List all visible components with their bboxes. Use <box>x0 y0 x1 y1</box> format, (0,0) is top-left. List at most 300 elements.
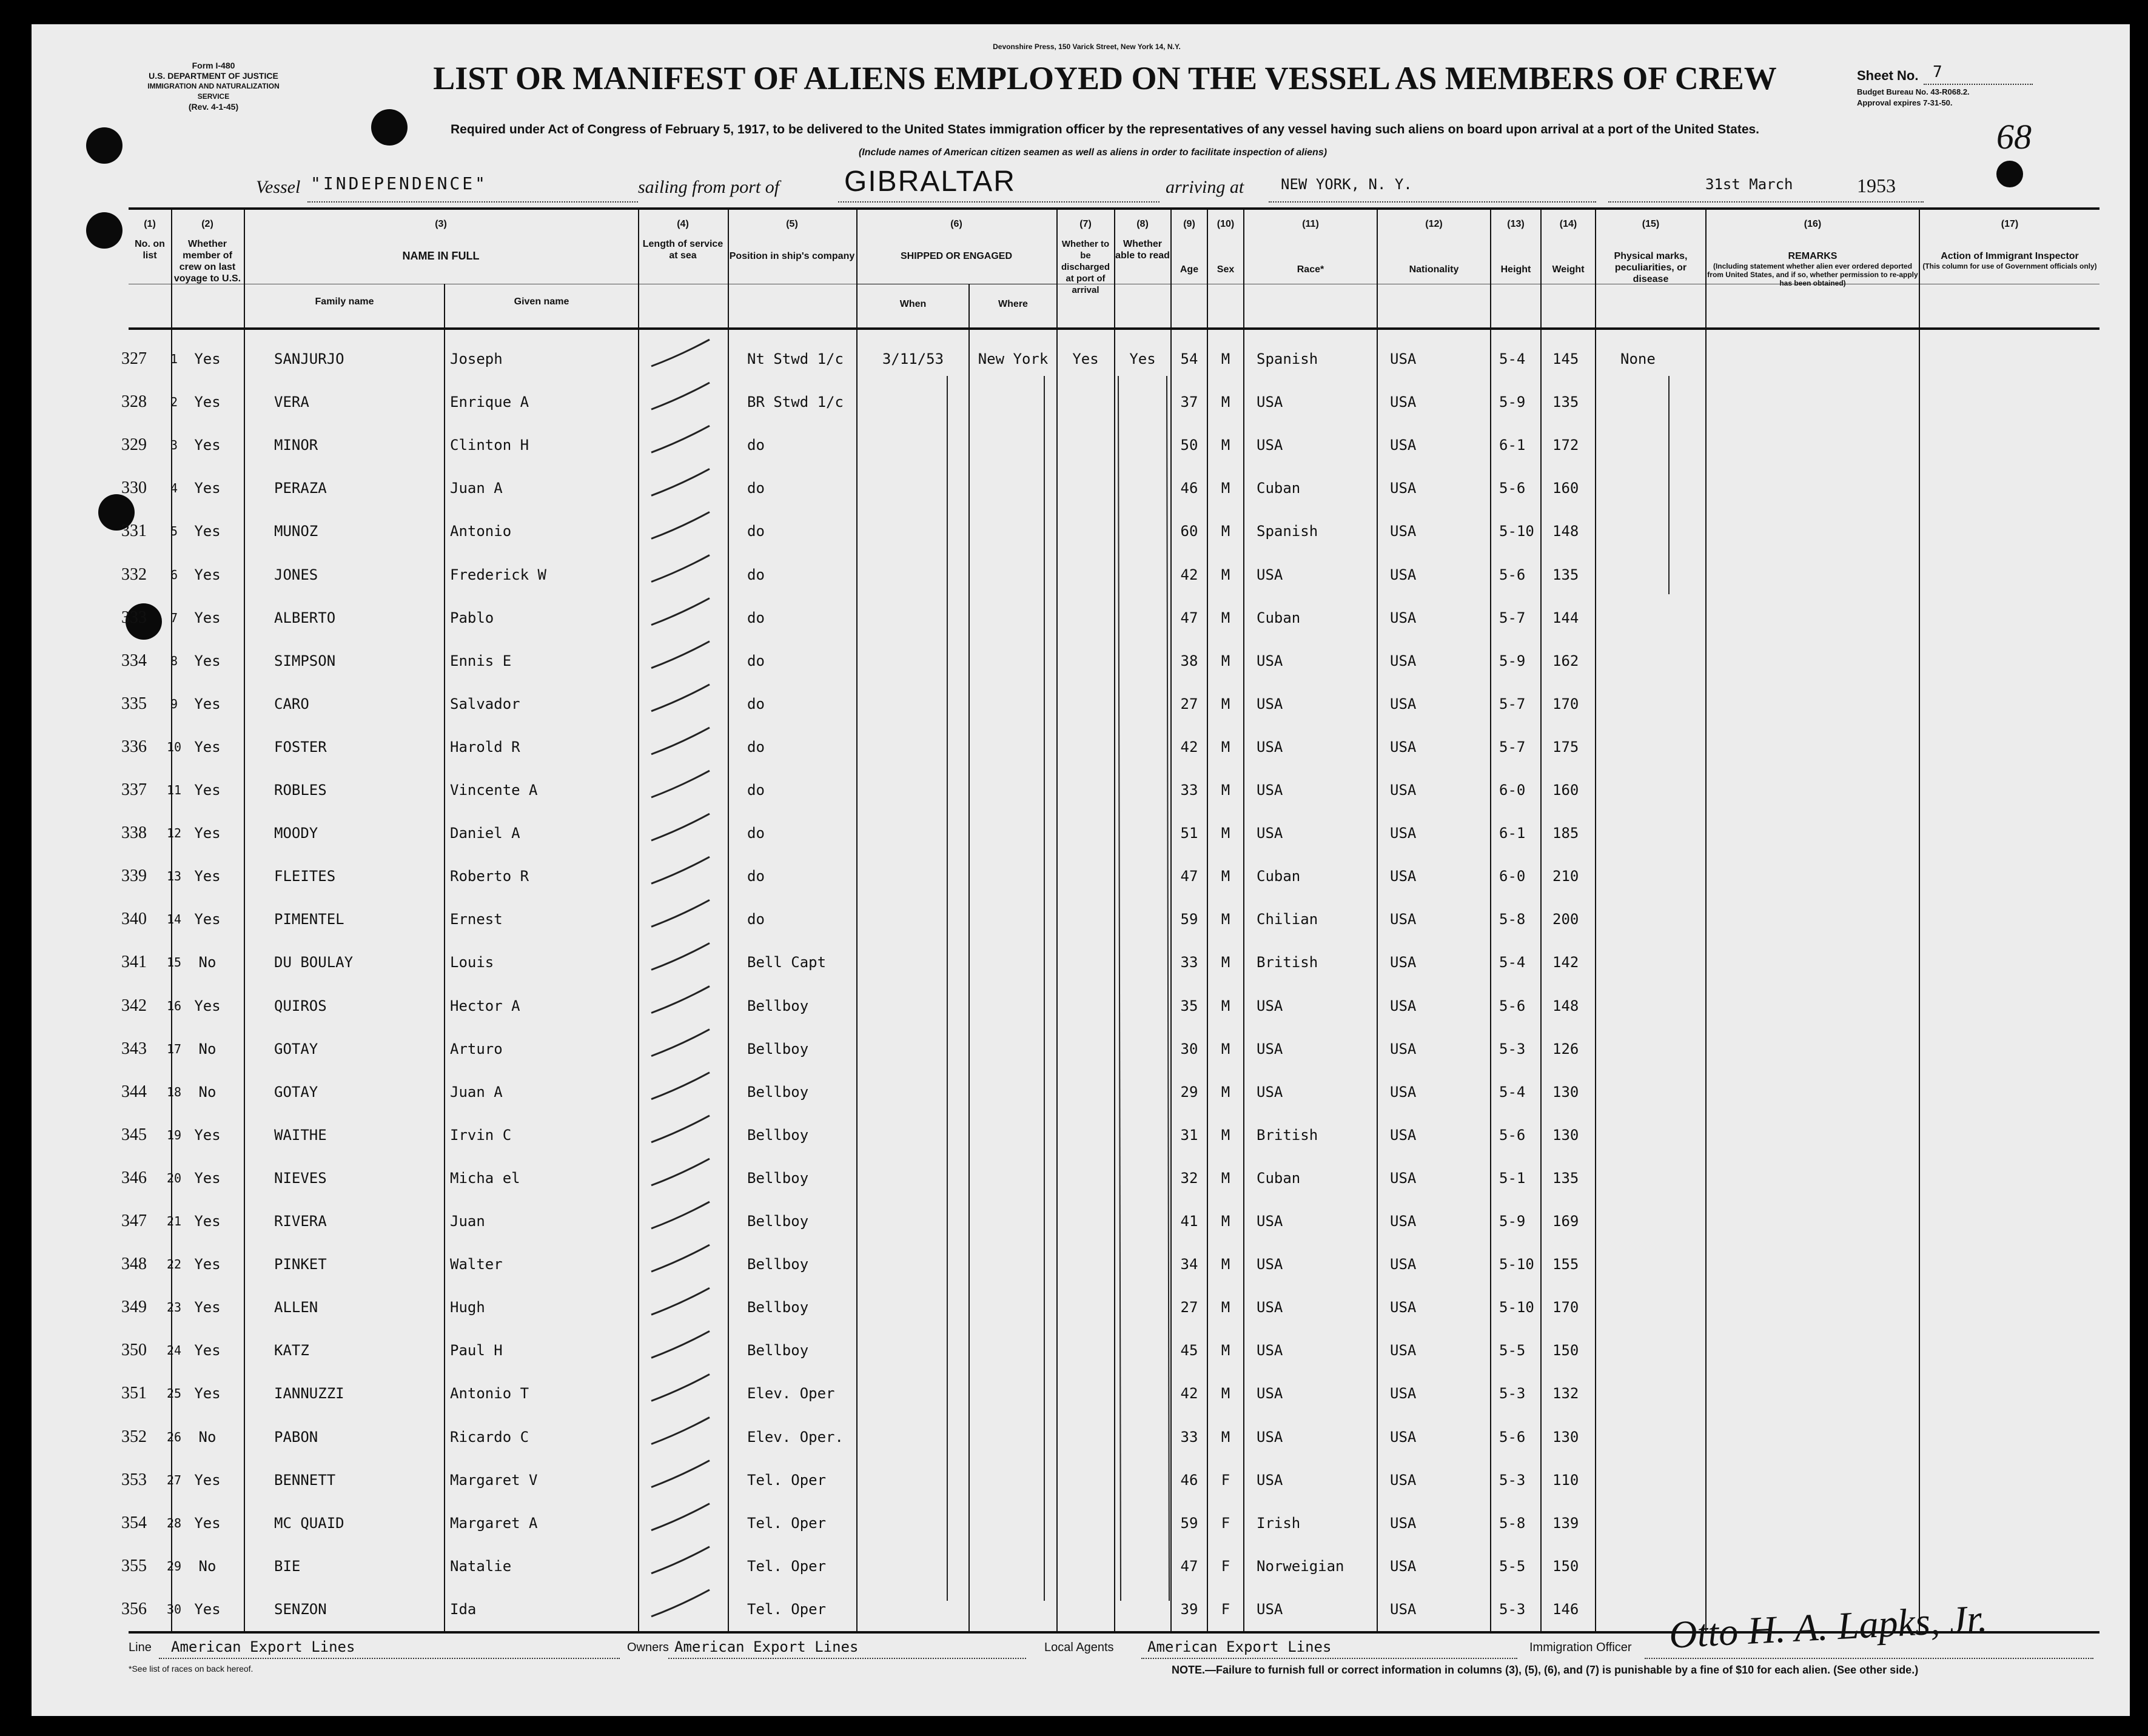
line-number: 21 <box>166 1214 182 1228</box>
line-label: Line <box>129 1641 152 1654</box>
given-name-cell: Arturo <box>450 1040 503 1057</box>
given-name-cell: Pablo <box>450 609 494 626</box>
position-cell: do <box>747 911 765 928</box>
col12-header <box>1378 218 1490 275</box>
position-cell: do <box>747 782 765 799</box>
sex-cell: F <box>1221 1557 1230 1575</box>
family-name-cell: QUIROS <box>274 997 327 1014</box>
ditto-lines <box>856 364 1742 1631</box>
position-cell: do <box>747 480 765 497</box>
age-cell: 51 <box>1180 825 1198 842</box>
nationality-cell: USA <box>1390 1342 1417 1359</box>
age-cell: 45 <box>1180 1342 1198 1359</box>
weight-cell: 130 <box>1552 1083 1579 1101</box>
list-stamp-number: 348 <box>121 1255 147 1274</box>
age-cell: 27 <box>1180 1299 1198 1316</box>
race-cell: USA <box>1257 1600 1283 1618</box>
sex-cell: M <box>1221 1126 1230 1144</box>
sex-cell: M <box>1221 738 1230 756</box>
line-number: 29 <box>166 1558 182 1573</box>
pencil-tick-mark <box>651 340 710 366</box>
sex-cell: F <box>1221 1600 1230 1618</box>
family-name-cell: PIMENTEL <box>274 911 344 928</box>
line-number: 17 <box>166 1041 182 1056</box>
physical-marks-cell: None <box>1620 350 1656 367</box>
pencil-tick-mark <box>651 943 710 970</box>
sex-cell: M <box>1221 954 1230 971</box>
sailing-label: sailing from port of <box>638 177 780 197</box>
service-name: IMMIGRATION AND NATURALIZATION SERVICE <box>147 82 280 101</box>
nationality-cell: USA <box>1390 394 1417 411</box>
page-title: LIST OR MANIFEST OF ALIENS EMPLOYED ON THE VESSEL AS MEMBERS OF CREW <box>433 60 1777 96</box>
nationality-cell: USA <box>1390 1385 1417 1403</box>
col-number: (12) <box>1425 219 1443 229</box>
family-name-cell: VERA <box>274 394 309 411</box>
pencil-tick-mark <box>651 814 710 840</box>
line-number: 9 <box>170 696 178 711</box>
line-number: 20 <box>166 1170 182 1185</box>
height-cell: 5-7 <box>1499 695 1526 712</box>
pencil-tick-mark <box>651 598 710 625</box>
age-cell: 29 <box>1180 1083 1198 1101</box>
nationality-cell: USA <box>1390 695 1417 712</box>
arrival-port: NEW YORK, N. Y. <box>1281 176 1412 193</box>
last-voyage-cell: No <box>198 1083 216 1101</box>
given-name-cell: Walter <box>450 1256 503 1273</box>
last-voyage-cell: Yes <box>194 609 221 626</box>
approval-expiry: Approval expires 7-31-50. <box>1857 98 1953 107</box>
family-name-cell: CARO <box>274 695 309 712</box>
race-cell: USA <box>1257 437 1283 454</box>
list-stamp-number: 351 <box>121 1384 147 1403</box>
pencil-tick-mark <box>651 469 710 495</box>
col-label: Physical marks, peculiarities, or disease <box>1614 251 1688 284</box>
given-name-cell: Enrique A <box>450 394 529 411</box>
height-cell: 5-10 <box>1499 523 1534 540</box>
height-cell: 5-6 <box>1499 997 1526 1014</box>
age-cell: 59 <box>1180 911 1198 928</box>
position-cell: Elev. Oper. <box>747 1428 844 1446</box>
col-label: REMARKS <box>1788 251 1838 261</box>
given-name-cell: Natalie <box>450 1557 512 1575</box>
family-name-cell: MC QUAID <box>274 1514 344 1532</box>
height-cell: 5-9 <box>1499 1213 1526 1230</box>
last-voyage-cell: Yes <box>194 738 221 756</box>
line-number: 12 <box>166 826 182 841</box>
position-cell: BR Stwd 1/c <box>747 394 844 411</box>
nationality-cell: USA <box>1390 911 1417 928</box>
race-cell: USA <box>1257 782 1283 799</box>
sex-cell: M <box>1221 1169 1230 1187</box>
nationality-cell: USA <box>1390 954 1417 971</box>
given-name-cell: Ricardo C <box>450 1428 529 1446</box>
position-cell: do <box>747 868 765 885</box>
race-cell: Cuban <box>1257 1169 1301 1187</box>
height-cell: 5-8 <box>1499 1514 1526 1532</box>
race-cell: USA <box>1257 1213 1283 1230</box>
height-cell: 5-4 <box>1499 350 1526 367</box>
family-name-cell: PABON <box>274 1428 318 1446</box>
form-subtitle: Required under Act of Congress of February 5, 1917, to be delivered to the United States immigration officer by the representatives of any vessel having such aliens on board upon arrival at a port of the United States. <box>450 122 1760 136</box>
col-label: Nationality <box>1409 264 1459 275</box>
weight-cell: 160 <box>1552 782 1579 799</box>
last-voyage-cell: Yes <box>194 1342 221 1359</box>
race-cell: USA <box>1257 1256 1283 1273</box>
given-name-cell: Vincente A <box>450 782 538 799</box>
height-cell: 5-7 <box>1499 609 1526 626</box>
last-voyage-cell: Yes <box>194 1471 221 1489</box>
weight-cell: 172 <box>1552 437 1579 454</box>
punch-hole <box>86 127 123 164</box>
col-label: Length of service at sea <box>642 239 723 261</box>
position-cell: do <box>747 738 765 756</box>
shipped-when-cell: 3/11/53 <box>882 350 944 367</box>
age-cell: 42 <box>1180 1385 1198 1403</box>
pencil-tick-mark <box>651 1030 710 1056</box>
last-voyage-cell: No <box>198 954 216 971</box>
nationality-cell: USA <box>1390 1256 1417 1273</box>
line-number: 8 <box>170 653 178 668</box>
line-number: 5 <box>170 524 178 539</box>
sex-cell: M <box>1221 1256 1230 1273</box>
weight-cell: 175 <box>1552 738 1579 756</box>
weight-cell: 155 <box>1552 1256 1579 1273</box>
given-name-cell: Paul H <box>450 1342 503 1359</box>
line-number: 19 <box>166 1127 182 1142</box>
pencil-tick-mark <box>651 555 710 582</box>
race-cell: USA <box>1257 738 1283 756</box>
given-name-cell: Clinton H <box>450 437 529 454</box>
family-name-cell: BENNETT <box>274 1471 336 1489</box>
nationality-cell: USA <box>1390 1600 1417 1618</box>
pencil-tick-mark <box>651 1590 710 1617</box>
col15-header <box>1596 218 1705 285</box>
col13-header <box>1491 218 1540 275</box>
age-cell: 38 <box>1180 652 1198 669</box>
able-to-read-cell: Yes <box>1129 350 1156 367</box>
sex-cell: M <box>1221 868 1230 885</box>
nationality-cell: USA <box>1390 350 1417 367</box>
age-cell: 42 <box>1180 566 1198 583</box>
given-name-cell: Daniel A <box>450 825 520 842</box>
nationality-cell: USA <box>1390 1428 1417 1446</box>
last-voyage-cell: Yes <box>194 911 221 928</box>
pencil-tick-mark <box>651 512 710 538</box>
line-number: 26 <box>166 1429 182 1444</box>
race-note: *See list of races on back hereof. <box>129 1664 253 1674</box>
col7-header <box>1058 218 1113 296</box>
weight-cell: 160 <box>1552 480 1579 497</box>
position-cell: Bellboy <box>747 1126 809 1144</box>
height-cell: 6-0 <box>1499 868 1526 885</box>
sex-cell: M <box>1221 695 1230 712</box>
given-name-header: Given name <box>514 297 569 307</box>
position-cell: Bellboy <box>747 997 809 1014</box>
pencil-tick-mark <box>651 987 710 1013</box>
family-name-cell: SIMPSON <box>274 652 336 669</box>
last-voyage-cell: Yes <box>194 394 221 411</box>
line-number: 14 <box>166 912 182 927</box>
col-number: (11) <box>1302 219 1319 229</box>
given-name-cell: Ennis E <box>450 652 512 669</box>
where-header: Where <box>998 299 1028 309</box>
list-stamp-number: 333 <box>121 608 147 627</box>
position-cell: Bellboy <box>747 1213 809 1230</box>
col10-header <box>1208 218 1243 275</box>
nationality-cell: USA <box>1390 1514 1417 1532</box>
height-cell: 5-6 <box>1499 1428 1526 1446</box>
pencil-tick-mark <box>651 1288 710 1315</box>
age-cell: 35 <box>1180 997 1198 1014</box>
height-cell: 5-4 <box>1499 1083 1526 1101</box>
last-voyage-cell: Yes <box>194 652 221 669</box>
pencil-tick-mark <box>651 1504 710 1530</box>
given-name-cell: Antonio T <box>450 1385 529 1403</box>
given-name-cell: Hector A <box>450 997 520 1014</box>
race-cell: USA <box>1257 1299 1283 1316</box>
age-cell: 46 <box>1180 1471 1198 1489</box>
height-cell: 5-6 <box>1499 566 1526 583</box>
last-voyage-cell: Yes <box>194 997 221 1014</box>
line-number: 4 <box>170 481 178 496</box>
line-number: 13 <box>166 869 182 884</box>
page-number: 68 <box>1996 117 2032 156</box>
height-cell: 5-4 <box>1499 954 1526 971</box>
family-name-cell: MUNOZ <box>274 523 318 540</box>
pencil-tick-mark <box>651 1331 710 1358</box>
sex-cell: M <box>1221 609 1230 626</box>
family-name-cell: DU BOULAY <box>274 954 354 971</box>
family-name-cell: FLEITES <box>274 868 336 885</box>
age-cell: 46 <box>1180 480 1198 497</box>
printer-line: Devonshire Press, 150 Varick Street, New York 14, N.Y. <box>993 42 1181 51</box>
family-name-cell: FOSTER <box>274 738 327 756</box>
weight-cell: 145 <box>1552 350 1579 367</box>
line-number: 3 <box>170 438 178 453</box>
list-stamp-number: 329 <box>121 435 147 455</box>
col-label: Sex <box>1217 264 1235 275</box>
col-number: (15) <box>1642 219 1660 229</box>
age-cell: 50 <box>1180 437 1198 454</box>
race-cell: Spanish <box>1257 523 1318 540</box>
col-label: Whether member of crew on last voyage to U.S. <box>173 239 241 284</box>
sheet-no-label: Sheet No. <box>1857 68 1919 83</box>
pencil-tick-mark <box>651 642 710 668</box>
pencil-tick-mark <box>651 1116 710 1142</box>
given-name-cell: Frederick W <box>450 566 546 583</box>
position-cell: Bellboy <box>747 1342 809 1359</box>
sex-cell: F <box>1221 1471 1230 1489</box>
position-cell: do <box>747 652 765 669</box>
race-cell: Spanish <box>1257 350 1318 367</box>
revision-date: (Rev. 4-1-45) <box>188 102 239 112</box>
col-label: Height <box>1500 264 1531 275</box>
col-label: Age <box>1180 264 1199 275</box>
position-cell: Bellboy <box>747 1083 809 1101</box>
position-cell: Tel. Oper <box>747 1600 827 1618</box>
form-subnote: (Include names of American citizen seamen as well as aliens in order to facilitate inspection of aliens) <box>858 147 1327 158</box>
col-number: (6) <box>950 219 962 229</box>
sex-cell: M <box>1221 350 1230 367</box>
last-voyage-cell: Yes <box>194 825 221 842</box>
race-cell: USA <box>1257 1342 1283 1359</box>
last-voyage-cell: No <box>198 1428 216 1446</box>
age-cell: 41 <box>1180 1213 1198 1230</box>
race-cell: USA <box>1257 566 1283 583</box>
line-number: 18 <box>166 1084 182 1099</box>
position-cell: Tel. Oper <box>747 1557 827 1575</box>
family-name-cell: PERAZA <box>274 480 327 497</box>
nationality-cell: USA <box>1390 1126 1417 1144</box>
line-number: 11 <box>166 783 182 797</box>
race-cell: British <box>1257 1126 1318 1144</box>
line-number: 7 <box>170 610 178 625</box>
line-number: 1 <box>170 352 178 366</box>
family-name-cell: WAITHE <box>274 1126 327 1144</box>
nationality-cell: USA <box>1390 997 1417 1014</box>
race-cell: USA <box>1257 825 1283 842</box>
race-cell: USA <box>1257 394 1283 411</box>
age-cell: 39 <box>1180 1600 1198 1618</box>
col9-header <box>1172 218 1207 275</box>
position-cell: Bell Capt <box>747 954 827 971</box>
line-value: American Export Lines <box>171 1638 355 1655</box>
height-cell: 5-3 <box>1499 1471 1526 1489</box>
position-cell: do <box>747 825 765 842</box>
list-stamp-number: 336 <box>121 737 147 756</box>
family-name-cell: MOODY <box>274 825 318 842</box>
line-number: 22 <box>166 1257 182 1272</box>
pencil-tick-mark <box>651 1418 710 1444</box>
col-label: No. on list <box>135 239 165 261</box>
family-name-cell: GOTAY <box>274 1083 318 1101</box>
height-cell: 6-1 <box>1499 825 1526 842</box>
list-stamp-number: 355 <box>121 1556 147 1575</box>
col-label: Position in ship's company <box>729 251 855 261</box>
pencil-tick-mark <box>651 728 710 754</box>
list-stamp-number: 353 <box>121 1470 147 1489</box>
age-cell: 27 <box>1180 695 1198 712</box>
weight-cell: 132 <box>1552 1385 1579 1403</box>
last-voyage-cell: Yes <box>194 782 221 799</box>
last-voyage-cell: Yes <box>194 1385 221 1403</box>
nationality-cell: USA <box>1390 566 1417 583</box>
family-name-cell: SANJURJO <box>274 350 344 367</box>
weight-cell: 135 <box>1552 566 1579 583</box>
last-voyage-cell: Yes <box>194 868 221 885</box>
col-number: (14) <box>1559 219 1577 229</box>
nationality-cell: USA <box>1390 738 1417 756</box>
sex-cell: M <box>1221 1299 1230 1316</box>
list-stamp-number: 339 <box>121 866 147 886</box>
nationality-cell: USA <box>1390 437 1417 454</box>
nationality-cell: USA <box>1390 1169 1417 1187</box>
height-cell: 5-9 <box>1499 394 1526 411</box>
col-number: (13) <box>1507 219 1525 229</box>
line-number: 24 <box>166 1343 182 1358</box>
list-stamp-number: 346 <box>121 1168 147 1187</box>
given-name-cell: Hugh <box>450 1299 485 1316</box>
last-voyage-cell: No <box>198 1557 216 1575</box>
list-stamp-number: 332 <box>121 565 147 584</box>
sex-cell: M <box>1221 1385 1230 1403</box>
col-number: (7) <box>1079 219 1092 229</box>
list-stamp-number: 343 <box>121 1039 147 1058</box>
sex-cell: F <box>1221 1514 1230 1532</box>
pencil-tick-mark <box>651 857 710 883</box>
col-label: Whether able to read <box>1115 239 1170 261</box>
position-cell: Bellboy <box>747 1040 809 1057</box>
nationality-cell: USA <box>1390 652 1417 669</box>
sex-cell: M <box>1221 480 1230 497</box>
discharged-cell: Yes <box>1072 350 1099 367</box>
sex-cell: M <box>1221 997 1230 1014</box>
weight-cell: 139 <box>1552 1514 1579 1532</box>
family-name-cell: GOTAY <box>274 1040 318 1057</box>
weight-cell: 146 <box>1552 1600 1579 1618</box>
agents-label: Local Agents <box>1044 1641 1114 1654</box>
line-number: 23 <box>166 1300 182 1315</box>
col-label: NAME IN FULL <box>402 250 480 262</box>
position-cell: do <box>747 566 765 583</box>
family-name-cell: JONES <box>274 566 318 583</box>
race-cell: USA <box>1257 1428 1283 1446</box>
line-number: 16 <box>166 998 182 1013</box>
given-name-cell: Antonio <box>450 523 512 540</box>
when-header: When <box>899 299 927 309</box>
weight-cell: 169 <box>1552 1213 1579 1230</box>
age-cell: 32 <box>1180 1169 1198 1187</box>
age-cell: 54 <box>1180 350 1198 367</box>
nationality-cell: USA <box>1390 868 1417 885</box>
position-cell: do <box>747 609 765 626</box>
position-cell: do <box>747 437 765 454</box>
col5-header <box>729 218 855 262</box>
col-label: Whether to be discharged at port of arrival <box>1061 239 1110 295</box>
given-name-cell: Juan <box>450 1213 485 1230</box>
nationality-cell: USA <box>1390 1299 1417 1316</box>
budget-bureau: Budget Bureau No. 43-R068.2. <box>1857 87 1970 96</box>
age-cell: 34 <box>1180 1256 1198 1273</box>
col-number: (17) <box>2001 219 2019 229</box>
family-name-cell: RIVERA <box>274 1213 327 1230</box>
list-stamp-number: 342 <box>121 996 147 1015</box>
given-name-cell: Juan A <box>450 1083 503 1101</box>
height-cell: 5-8 <box>1499 911 1526 928</box>
col-number: (5) <box>786 219 798 229</box>
sheet-no-value: 7 <box>1933 63 1942 81</box>
sex-cell: M <box>1221 1083 1230 1101</box>
nationality-cell: USA <box>1390 523 1417 540</box>
col1-header <box>129 218 171 261</box>
vessel-label: Vessel <box>256 177 301 197</box>
line-number: 30 <box>166 1601 182 1617</box>
list-stamp-number: 327 <box>121 349 147 368</box>
nationality-cell: USA <box>1390 825 1417 842</box>
col16-header <box>1707 218 1919 287</box>
arrival-year: 1953 <box>1857 175 1896 196</box>
list-stamp-number: 349 <box>121 1298 147 1317</box>
sex-cell: M <box>1221 1428 1230 1446</box>
family-name-header: Family name <box>315 297 374 307</box>
family-name-cell: SENZON <box>274 1600 327 1618</box>
given-name-cell: Irvin C <box>450 1126 512 1144</box>
last-voyage-cell: Yes <box>194 1256 221 1273</box>
nationality-cell: USA <box>1390 782 1417 799</box>
weight-cell: 126 <box>1552 1040 1579 1057</box>
manifest-sheet <box>32 24 2130 1716</box>
sex-cell: M <box>1221 652 1230 669</box>
